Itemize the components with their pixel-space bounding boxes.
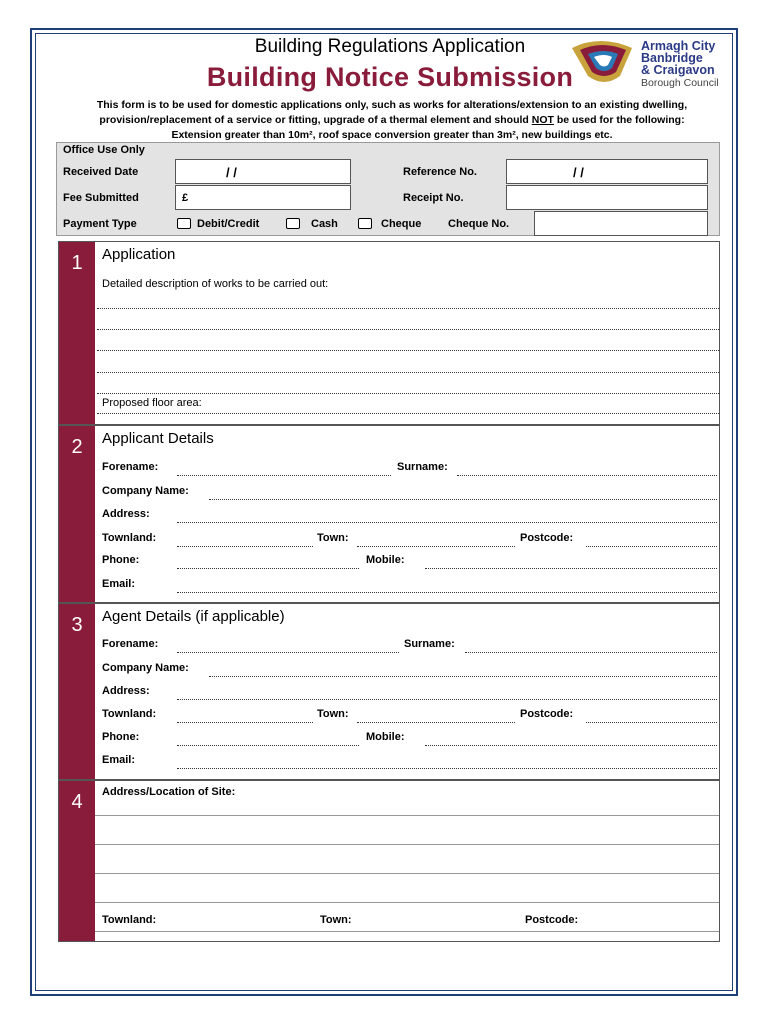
site-townland-line[interactable] [95,931,719,932]
agent-surname-field[interactable] [465,652,717,653]
agent-mobile-label: Mobile: [366,731,405,743]
applicant-address-field[interactable] [177,522,717,523]
receipt-no-field[interactable] [506,185,708,210]
floor-area-label: Proposed floor area: [102,397,202,409]
council-emblem-icon [570,38,638,88]
cheque-label: Cheque [381,218,422,230]
logo-subtitle: Borough Council [641,77,719,89]
section-4-bar [59,781,95,941]
intro-line-3: Extension greater than 10m², roof space conversion greater than 3m², new buildings etc. [171,129,613,141]
cheque-checkbox[interactable] [358,218,372,229]
section-application [58,241,720,425]
payment-type-label: Payment Type [63,218,137,230]
site-town-label: Town: [320,914,352,926]
intro-line-2: provision/replacement of a service or fitting, upgrade of a thermal element and should NOT be used for the following: [99,114,685,126]
section-site-location [58,780,720,942]
cheque-no-field[interactable] [534,211,708,236]
logo-line-3: & Craigavon [641,63,715,77]
applicant-company-label: Company Name: [102,485,189,497]
description-line-3[interactable] [97,350,719,351]
debit-credit-checkbox[interactable] [177,218,191,229]
agent-postcode-label: Postcode: [520,708,574,720]
reference-no-field[interactable]: / / [506,159,708,184]
office-use-heading: Office Use Only [63,144,145,156]
agent-phone-field[interactable] [177,745,359,746]
agent-townland-field[interactable] [177,722,313,723]
cash-checkbox[interactable] [286,218,300,229]
description-label: Detailed description of works to be carried out: [102,278,329,290]
section-3-title: Agent Details (if applicable) [102,608,285,625]
site-address-line-4[interactable] [95,902,719,903]
agent-mobile-field[interactable] [425,745,717,746]
section-2-number: 2 [71,436,83,458]
site-postcode-label: Postcode: [525,914,579,926]
debit-credit-label: Debit/Credit [197,218,260,230]
applicant-mobile-label: Mobile: [366,554,405,566]
applicant-phone-label: Phone: [102,554,140,566]
section-1-number: 1 [71,252,83,274]
reference-no-label: Reference No. [403,166,477,178]
received-date-field[interactable]: / / [175,159,351,184]
logo-line-2: Banbridge [641,51,703,65]
agent-company-field[interactable] [209,676,717,677]
section-agent-details [58,603,720,780]
site-address-line-3[interactable] [95,873,719,874]
agent-address-label: Address: [102,685,150,697]
section-applicant-details [58,425,720,603]
applicant-surname-label: Surname: [397,461,448,473]
fee-submitted-field[interactable]: £ [175,185,351,210]
description-line-2[interactable] [97,329,719,330]
council-logo [570,38,720,88]
section-1-bar [59,242,95,424]
agent-email-field[interactable] [177,768,717,769]
agent-phone-label: Phone: [102,731,140,743]
section-3-number: 3 [71,614,83,636]
intro-not-emphasis: NOT [531,114,554,126]
section-2-title: Applicant Details [102,430,214,447]
logo-line-1: Armagh City [641,39,716,53]
applicant-email-field[interactable] [177,592,717,593]
office-use-panel [56,142,720,236]
section-3-bar [59,604,95,779]
applicant-town-label: Town: [317,532,349,544]
site-address-label: Address/Location of Site: [102,786,236,798]
applicant-postcode-label: Postcode: [520,532,574,544]
description-line-5[interactable] [97,393,719,394]
site-address-line-2[interactable] [95,844,719,845]
applicant-company-field[interactable] [209,499,717,500]
floor-area-line[interactable] [97,413,719,414]
receipt-no-label: Receipt No. [403,192,464,204]
applicant-mobile-field[interactable] [425,568,717,569]
agent-address-field[interactable] [177,699,717,700]
agent-forename-field[interactable] [177,652,399,653]
agent-email-label: Email: [102,754,136,766]
applicant-surname-field[interactable] [457,475,717,476]
applicant-phone-field[interactable] [177,568,359,569]
intro-line-1: This form is to be used for domestic applications only, such as works for alterations/extension to an existing dwelling, [96,99,688,111]
applicant-address-label: Address: [102,508,150,520]
applicant-postcode-field[interactable] [586,546,717,547]
site-townland-label: Townland: [102,914,157,926]
applicant-townland-label: Townland: [102,532,157,544]
description-line-1[interactable] [97,308,719,309]
form-title: Building Notice Submission [206,62,574,92]
applicant-forename-field[interactable] [177,475,391,476]
agent-company-label: Company Name: [102,662,189,674]
section-1-title: Application [102,246,176,263]
received-date-label: Received Date [63,166,139,178]
agent-townland-label: Townland: [102,708,157,720]
applicant-email-label: Email: [102,578,136,590]
applicant-forename-label: Forename: [102,461,159,473]
form-subtitle: Building Regulations Application [254,36,526,57]
agent-forename-label: Forename: [102,638,159,650]
cash-label: Cash [311,218,338,230]
applicant-townland-field[interactable] [177,546,313,547]
description-line-4[interactable] [97,372,719,373]
cheque-no-label: Cheque No. [448,218,510,230]
agent-postcode-field[interactable] [586,722,717,723]
applicant-town-field[interactable] [357,546,515,547]
site-address-line-1[interactable] [95,815,719,816]
section-4-number: 4 [71,791,83,813]
agent-town-field[interactable] [357,722,515,723]
agent-town-label: Town: [317,708,349,720]
fee-submitted-label: Fee Submitted [63,192,139,204]
agent-surname-label: Surname: [404,638,455,650]
intro-text [62,98,722,143]
section-2-bar [59,426,95,602]
